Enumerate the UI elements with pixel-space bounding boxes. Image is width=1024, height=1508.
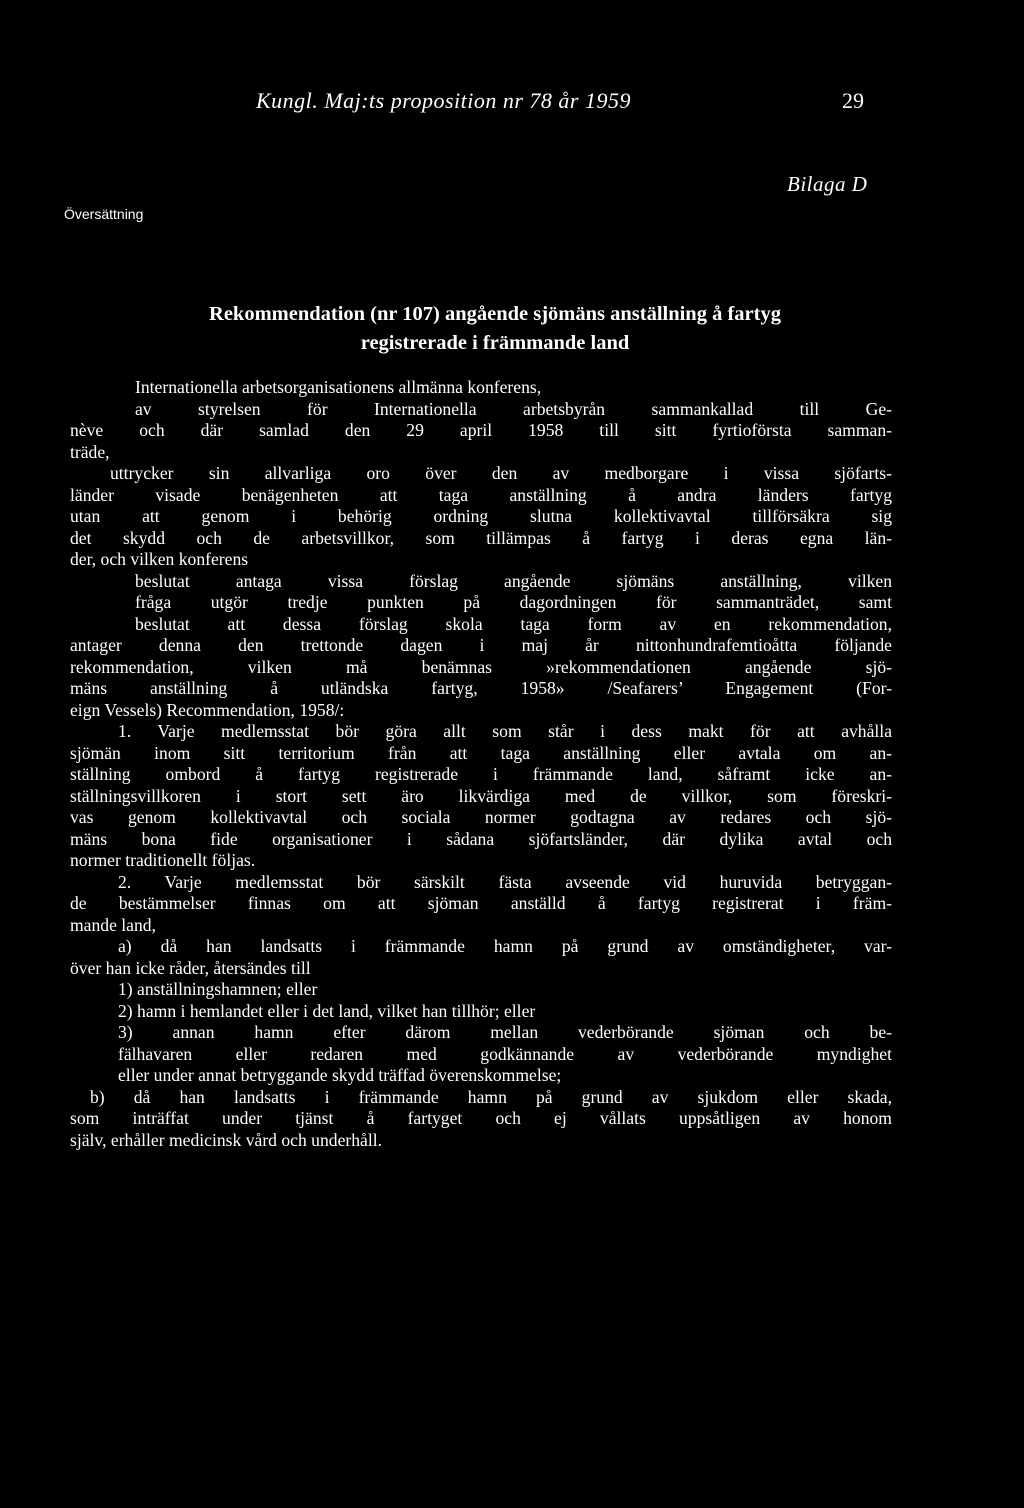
text-line: 1. Varje medlemsstat bör göra allt som står i dess makt för att avhålla	[118, 721, 892, 741]
text-line: länder visade benägenheten att taga anställning å andra länders fartyg	[70, 484, 892, 505]
text-line: normer traditionellt följas.	[70, 850, 256, 870]
text-line: vas genom kollektivavtal och sociala normer godtagna av redares och sjö-	[70, 807, 892, 827]
body-text	[70, 377, 892, 1151]
text-line: av styrelsen för Internationella arbetsbyrån sammankallad till Ge-	[135, 398, 892, 419]
text-line: över han icke råder, återsändes till	[70, 957, 311, 978]
text-line: eller under annat betryggande skydd träffad överenskommelse;	[118, 1065, 562, 1085]
text-line: Internationella arbetsorganisationens allmänna konferens,	[135, 377, 542, 397]
title-line: registrerade i främmande land	[360, 332, 630, 354]
text-line: utan att genom i behörig ordning slutna kollektivavtal tillförsäkra sig	[70, 506, 892, 526]
text-line: som inträffat under tjänst å fartyget och ej vållats uppsåtligen av honom	[70, 1108, 892, 1128]
text-line: uttrycker sin allvarliga oro över den av medborgare i vissa sjöfarts-	[110, 463, 892, 483]
text-line: fälhavaren eller redaren med godkännande av vederbörande myndighet	[118, 1043, 892, 1064]
text-line: der, och vilken konferens	[70, 549, 249, 569]
text-line: mäns anställning å utländska fartyg, 1958» /Seafarers’ Engagement (For-	[70, 678, 892, 698]
text-line: fråga utgör tredje punkten på dagordningen för sammanträdet, samt	[135, 592, 892, 612]
text-line: mäns bona fide organisationer i sådana sjöfartsländer, där dylika avtal och	[70, 828, 892, 849]
text-line: 2) hamn i hemlandet eller i det land, vilket han tillhör; eller	[118, 1000, 536, 1021]
text-line: eign Vessels) Recommendation, 1958/:	[70, 699, 345, 720]
text-line: mande land,	[70, 914, 156, 935]
text-line: sjömän inom sitt territorium från att taga anställning eller avtala om an-	[70, 742, 892, 763]
text-line: själv, erhåller medicinsk vård och underhåll.	[70, 1129, 383, 1150]
text-line: antager denna den trettonde dagen i maj år nittonhundrafemtioåtta följande	[70, 635, 892, 655]
text-line: nève och där samlad den 29 april 1958 till sitt fyrtioförsta samman-	[70, 420, 892, 440]
running-title: Kungl. Maj:ts proposition nr 78 år 1959	[256, 88, 631, 113]
text-line: beslutat antaga vissa förslag angående sjömäns anställning, vilken	[135, 570, 892, 591]
text-line: ställningsvillkoren i stort sett äro likvärdiga med de villkor, som föreskri-	[70, 785, 892, 806]
text-line: träde,	[70, 441, 110, 462]
document-title	[70, 300, 920, 358]
text-line: a) då han landsatts i främmande hamn på grund av omständigheter, var-	[118, 936, 892, 956]
text-line: det skydd och de arbetsvillkor, som tillämpas å fartyg i deras egna län-	[70, 527, 892, 548]
translation-label: Översättning	[64, 206, 144, 222]
title-line: Rekommendation (nr 107) angående sjömäns anställning å fartyg	[209, 303, 781, 325]
text-line: de bestämmelser finnas om att sjöman anställd å fartyg registrerat i främ-	[70, 893, 892, 913]
text-line: beslutat att dessa förslag skola taga form av en rekommendation,	[135, 613, 892, 634]
text-line: 1) anställningshamnen; eller	[118, 979, 318, 999]
text-line: b) då han landsatts i främmande hamn på grund av sjukdom eller skada,	[90, 1086, 892, 1107]
text-line: rekommendation, vilken må benämnas »rekommendationen angående sjö-	[70, 656, 892, 677]
appendix-label: Bilaga D	[787, 172, 868, 196]
text-line: 3) annan hamn efter därom mellan vederbörande sjöman och be-	[118, 1022, 892, 1042]
page-number: 29	[842, 88, 864, 113]
text-line: 2. Varje medlemsstat bör särskilt fästa avseende vid huruvida betryggan-	[118, 871, 892, 892]
text-line: ställning ombord å fartyg registrerade i främmande land, såframt icke an-	[70, 764, 892, 784]
